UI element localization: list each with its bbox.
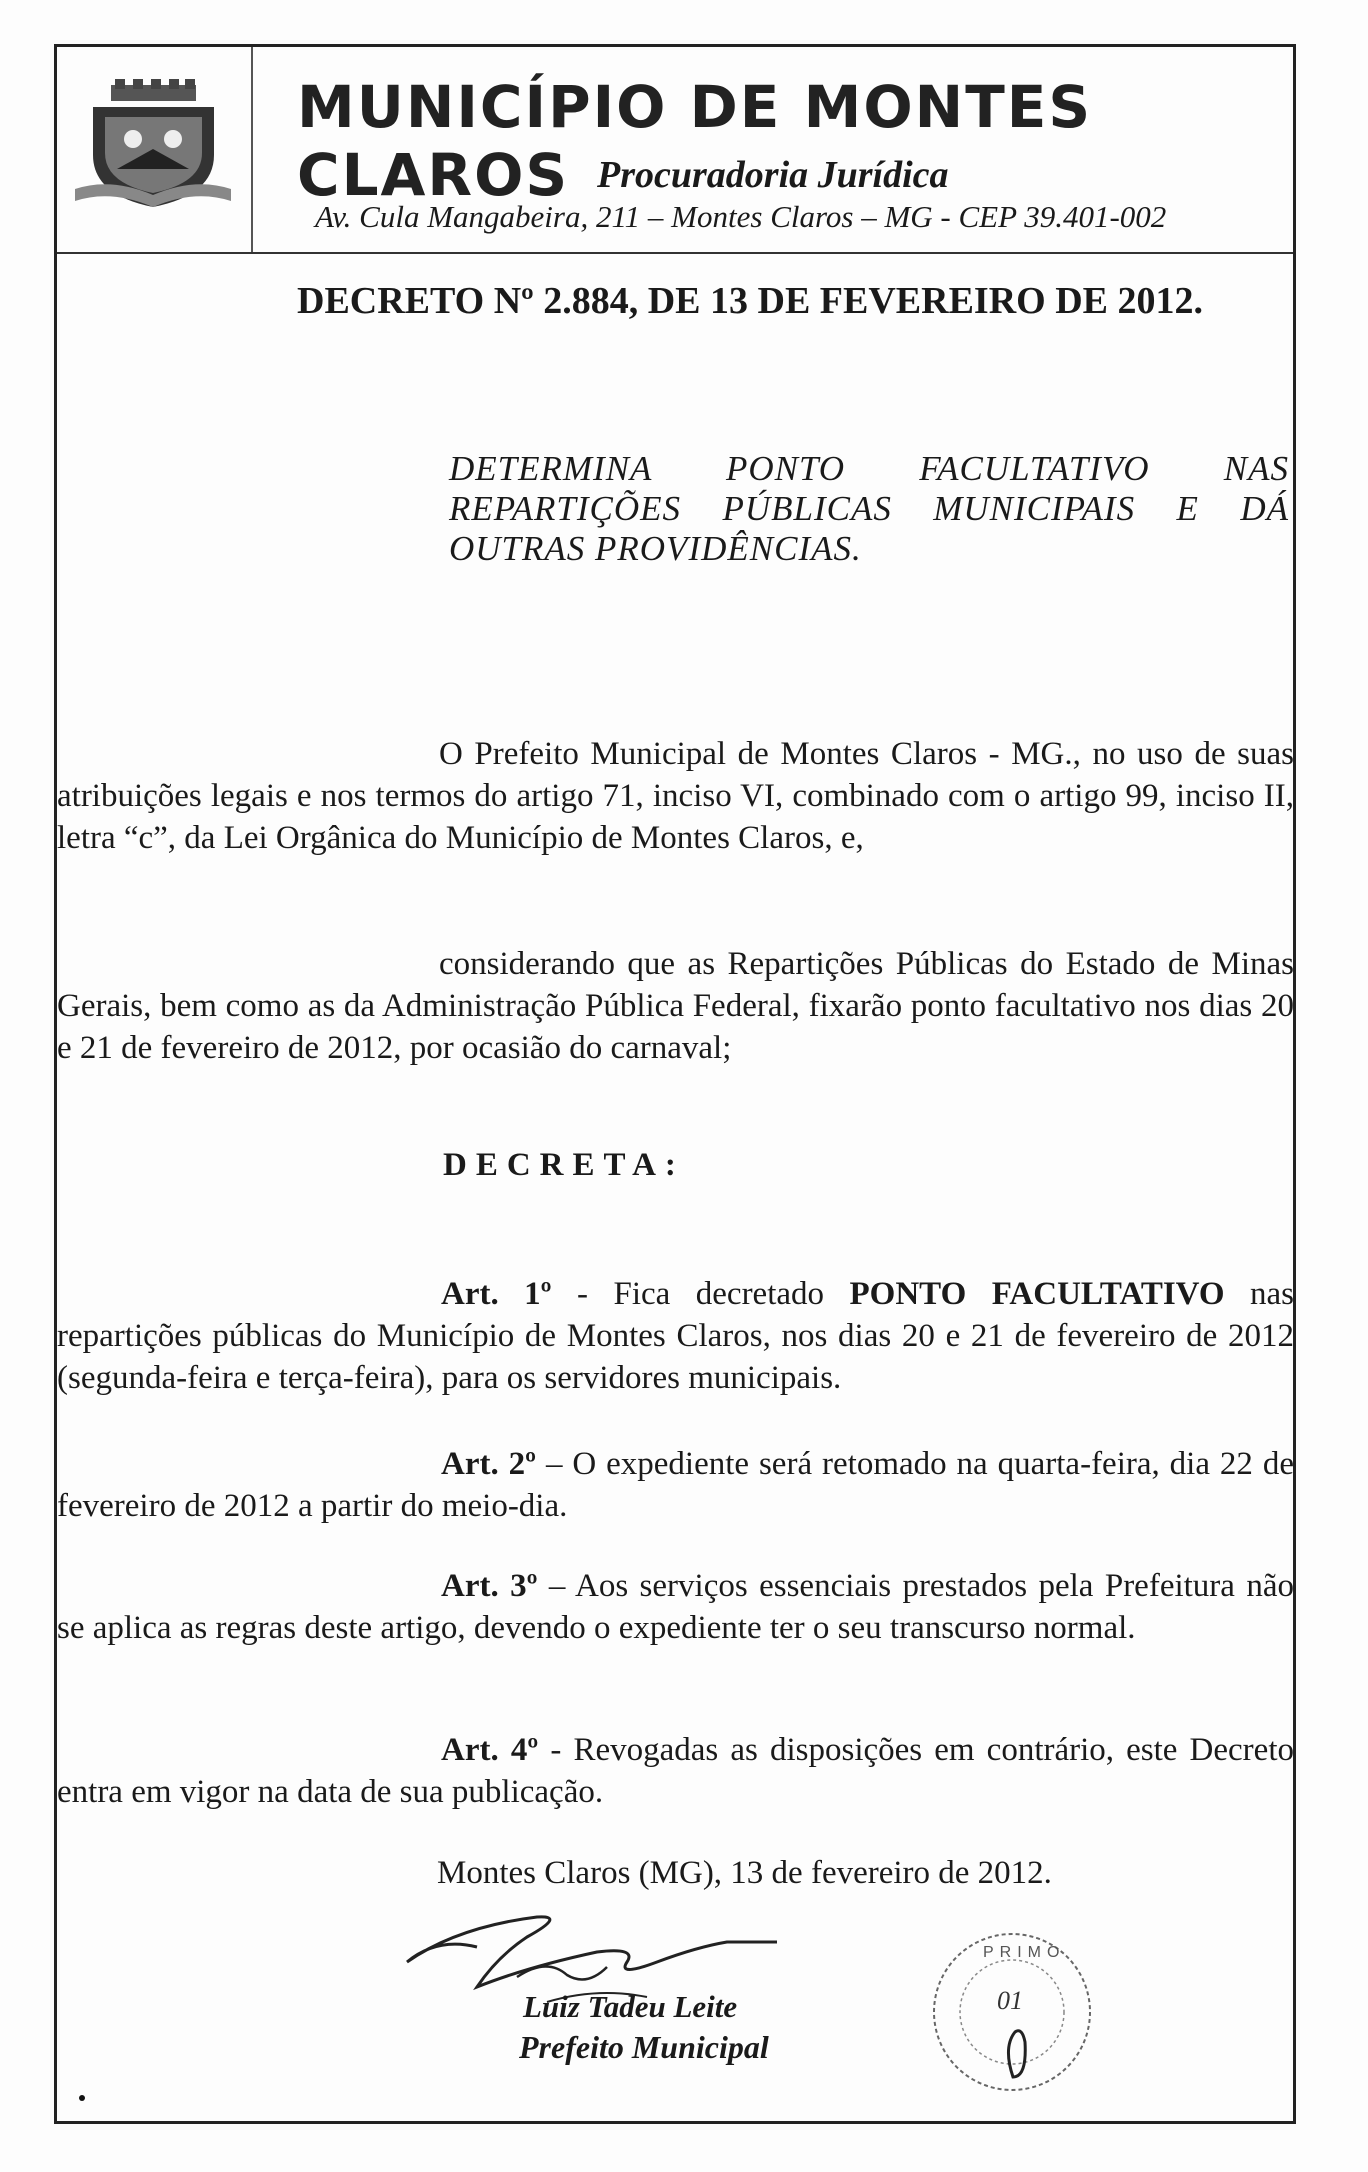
stray-mark <box>79 2095 85 2101</box>
protocol-stamp-icon <box>927 1927 1097 2097</box>
stamp-number: 01 <box>997 1986 1023 2015</box>
article-1-text-a: - Fica decretado <box>551 1276 850 1312</box>
stamp-label: PRIMO <box>983 1944 1066 1961</box>
article-1-label: Art. 1º <box>441 1276 552 1312</box>
article-2-label: Art. 2º <box>441 1446 537 1482</box>
preamble-text: O Prefeito Municipal de Montes Claros - MG., no uso de suas atribuições legais e nos termos do artigo 71, inciso VI, combinado com o artigo 99, inciso II, letra “c”, da Lei Orgânica do Município de Montes Claros, e, <box>57 736 1294 856</box>
considerando-text: considerando que as Repartições Públicas do Estado de Minas Gerais, bem como as da Administração Pública Federal, fixarão ponto facultativo nos dias 20 e 21 de fevereiro de 2012, por ocasião do carnaval; <box>57 946 1294 1066</box>
article-1-text-b: nas repartições públicas do Município de Montes Claros, nos dias 20 e 21 de fevereiro de 2012 (segunda-feira e terça-feira), para os servidores municipais. <box>57 1276 1294 1396</box>
document-frame <box>54 44 1296 2124</box>
article-3 <box>57 1565 1294 1649</box>
coat-of-arms-icon <box>71 77 236 212</box>
decree-title: DECRETO Nº 2.884, DE 13 DE FEVEREIRO DE 2012. <box>297 280 1204 322</box>
signatory-role: Prefeito Municipal <box>519 2029 769 2065</box>
article-1 <box>57 1273 1294 1399</box>
article-4-text: - Revogadas as disposições em contrário, este Decreto entra em vigor na data de sua publicação. <box>57 1732 1294 1810</box>
address: Av. Cula Mangabeira, 211 – Montes Claros – MG - CEP 39.401-002 <box>315 199 1167 234</box>
article-2-text: – O expediente será retomado na quarta-feira, dia 22 de fevereiro de 2012 a partir do meio-dia. <box>57 1446 1294 1524</box>
signatory-name: Luiz Tadeu Leite <box>523 1989 738 2024</box>
place-and-date: Montes Claros (MG), 13 de fevereiro de 2012. <box>437 1855 1052 1891</box>
decreta-heading: DECRETA: <box>443 1147 685 1183</box>
considerando-paragraph <box>57 943 1294 1069</box>
preamble-paragraph <box>57 733 1294 859</box>
municipality-name: MUNICÍPIO DE MONTES CLAROS <box>297 73 1093 209</box>
article-3-text: – Aos serviços essenciais prestados pela Prefeitura não se aplica as regras deste artigo, devendo o expediente ter o seu transcurso normal. <box>57 1568 1294 1646</box>
article-2 <box>57 1443 1294 1527</box>
logo-box <box>57 47 253 252</box>
article-3-label: Art. 3º <box>441 1568 538 1604</box>
article-4-label: Art. 4º <box>441 1732 539 1768</box>
article-1-emphasis: PONTO FACULTATIVO <box>849 1276 1225 1312</box>
letterhead <box>57 47 1293 254</box>
article-4 <box>57 1729 1294 1813</box>
department-name: Procuradoria Jurídica <box>597 154 949 196</box>
decree-ementa: DETERMINA PONTO FACULTATIVO NAS REPARTIÇÕES PÚBLICAS MUNICIPAIS E DÁ OUTRAS PROVIDÊNCIAS. <box>449 449 1289 568</box>
